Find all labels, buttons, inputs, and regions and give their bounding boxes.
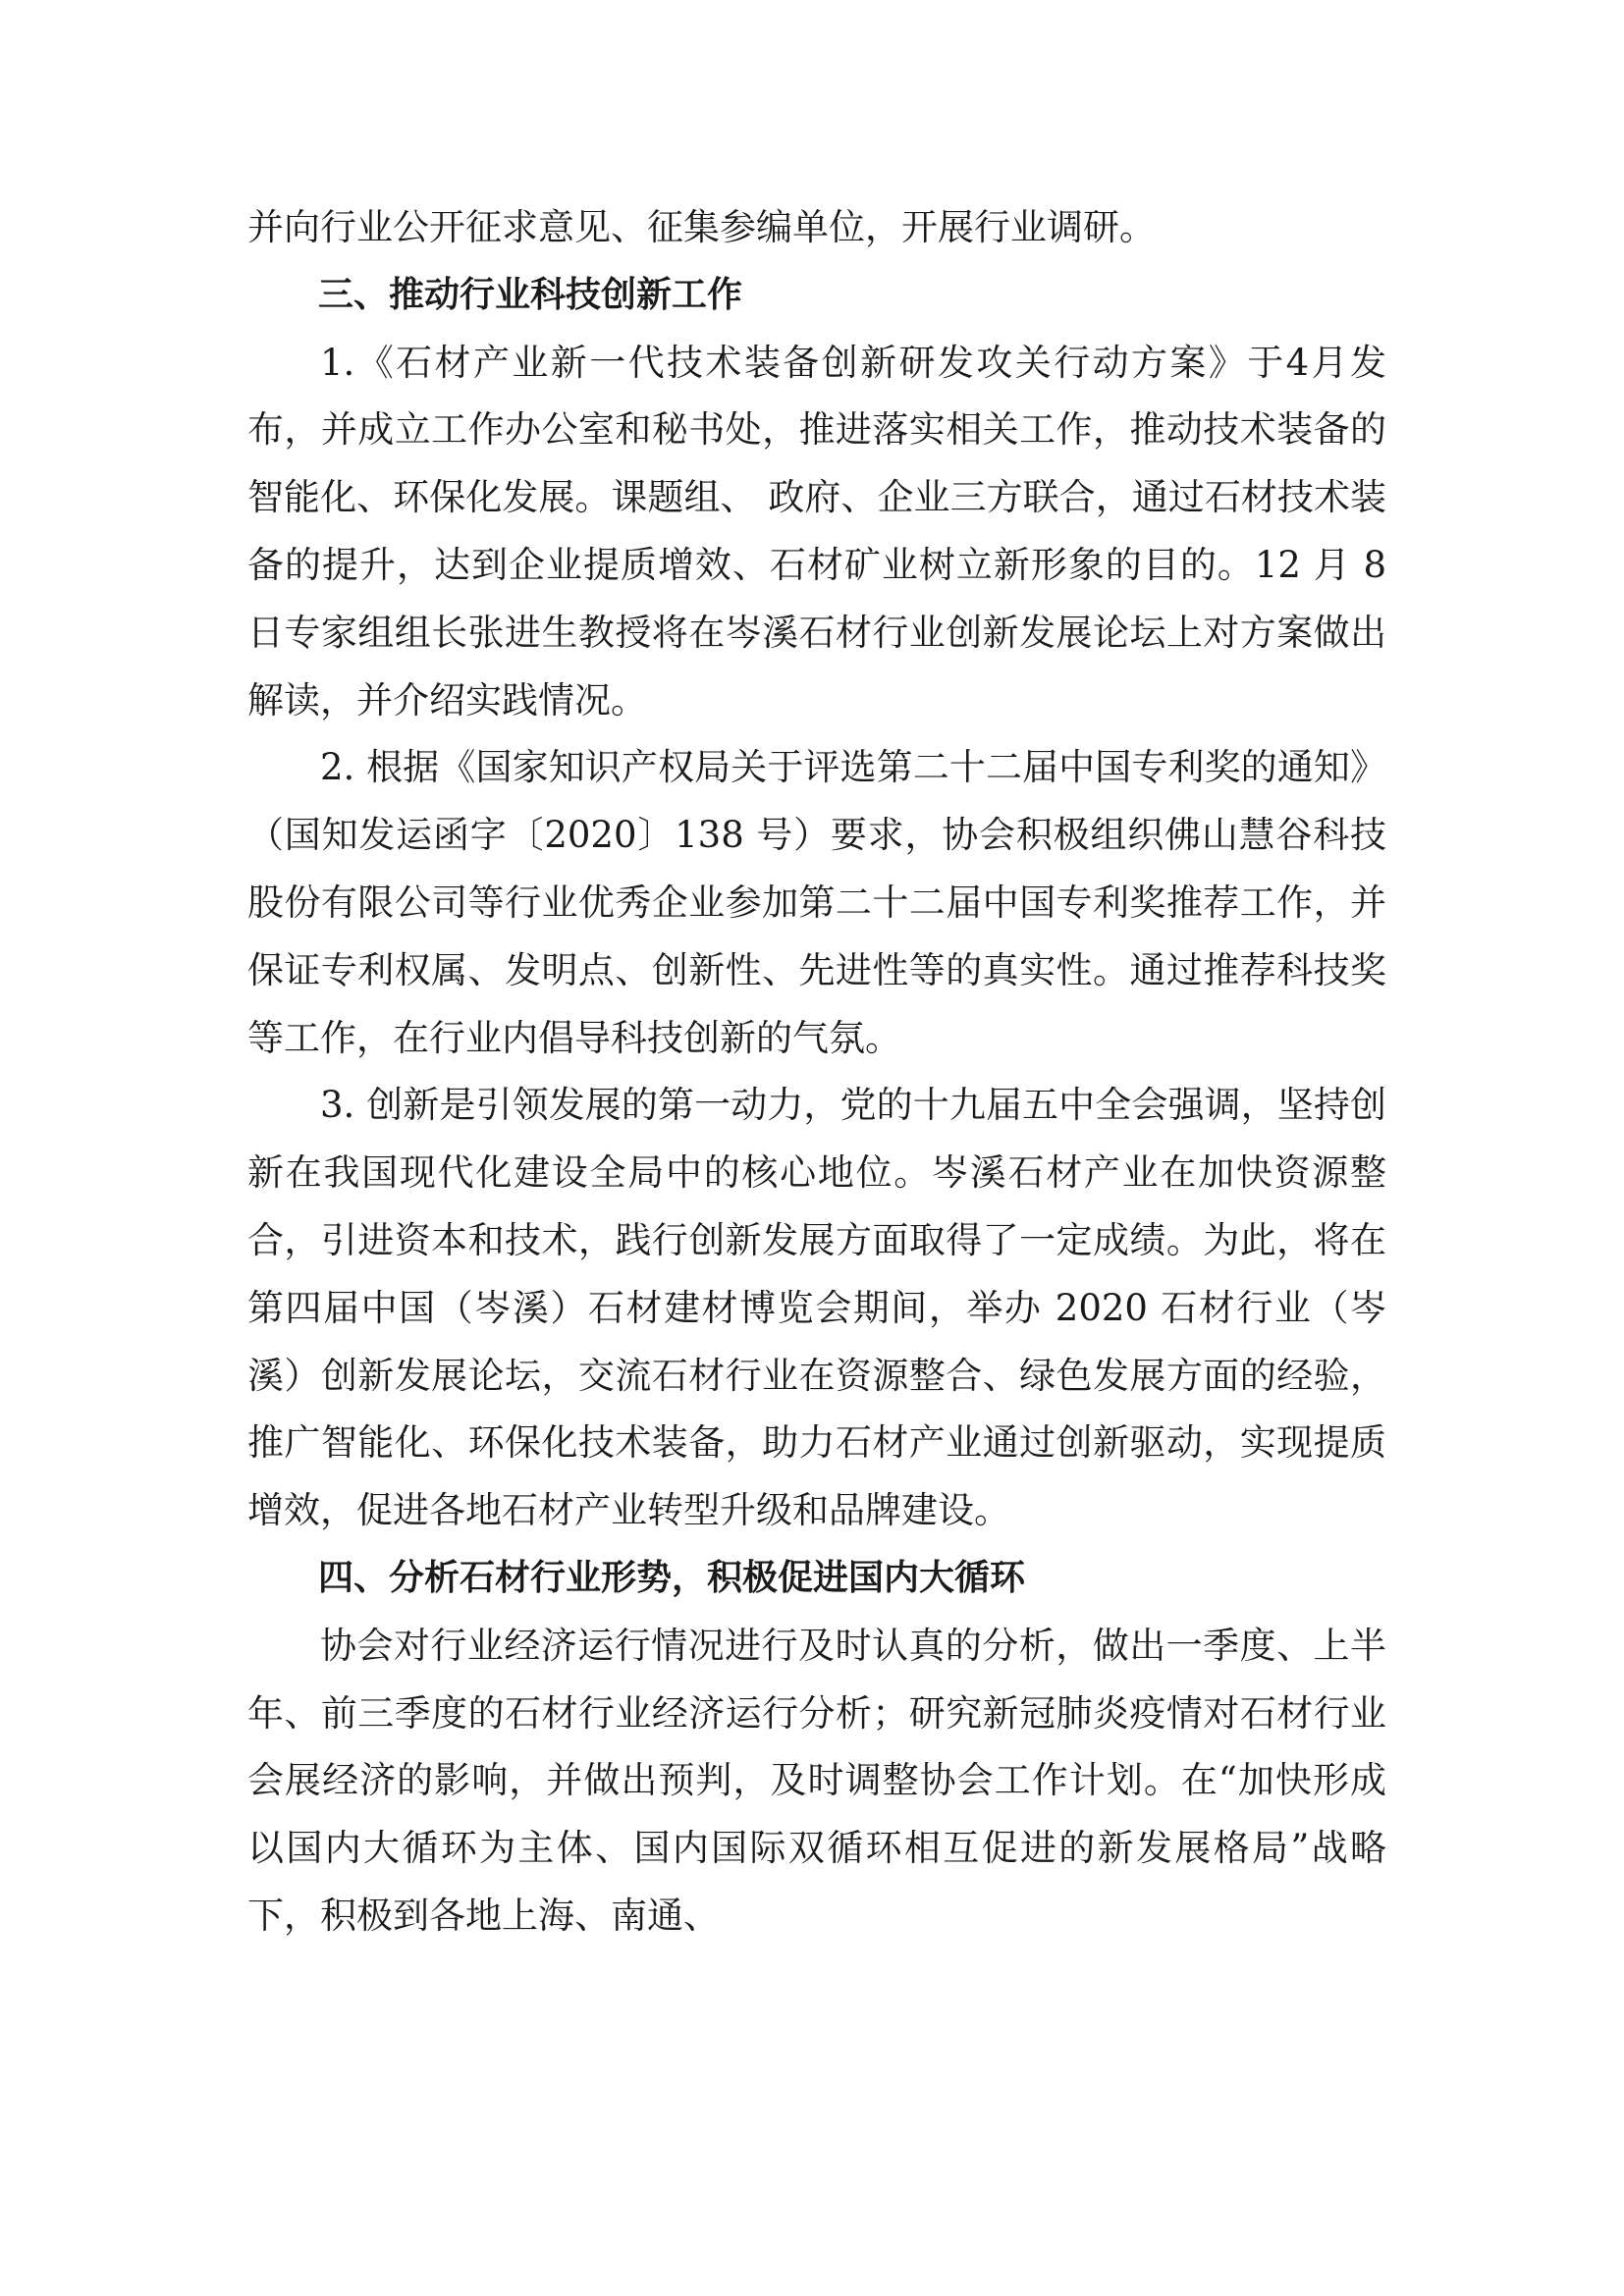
paragraph-analysis: 协会对行业经济运行情况进行及时认真的分析，做出一季度、上半年、前三季度的石材行业经济运行分析；研究新冠肺炎疫情对石材行业会展经济的影响，并做出预判，及时调整协会工作计划。在“加快形成以国内大循环为主体、国内国际双循环相互促进的新发展格局”战略下，积极到各地上海、南通、 [247, 1624, 1386, 1937]
paragraph-continued: 并向行业公开征求意见、征集参编单位，开展行业调研。 [247, 206, 1156, 248]
paragraph-item-2: 2. 根据《国家知识产权局关于评选第二十二届中国专利奖的通知》（国知发运函字〔2020〕138 号）要求，协会积极组织佛山慧谷科技股份有限公司等行业优秀企业参加第二十二届中国专利奖推荐工作，并保证专利权属、发明点、创新性、先进性等的真实性。通过推荐科技奖等工作，在行业内倡导科技创新的气氛。 [247, 746, 1386, 1059]
paragraph-item-1: 1.《石材产业新一代技术装备创新研发攻关行动方案》于4月发布，并成立工作办公室和秘书处，推进落实相关工作，推动技术装备的智能化、环保化发展。课题组、 政府、企业三方联合，通过石材技术装备的提升，达到企业提质增效、石材矿业树立新形象的目的。12 月 8 日专家组组长张进生教授将在岑溪石材行业创新发展论坛上对方案做出解读，并介绍实践情况。 [247, 341, 1386, 721]
section-heading-four: 四、分析石材行业形势，积极促进国内大循环 [318, 1557, 1026, 1598]
document-body [247, 194, 1386, 1950]
section-heading-three: 三、推动行业科技创新工作 [318, 274, 743, 315]
paragraph-item-3: 3. 创新是引领发展的第一动力，党的十九届五中全会强调，坚持创新在我国现代化建设全局中的核心地位。岑溪石材产业在加快资源整合，引进资本和技术，践行创新发展方面取得了一定成绩。为此，将在第四届中国（岑溪）石材建材博览会期间，举办 2020 石材行业（岑溪）创新发展论坛，交流石材行业在资源整合、绿色发展方面的经验，推广智能化、环保化技术装备，助力石材产业通过创新驱动，实现提质增效，促进各地石材产业转型升级和品牌建设。 [247, 1084, 1386, 1532]
